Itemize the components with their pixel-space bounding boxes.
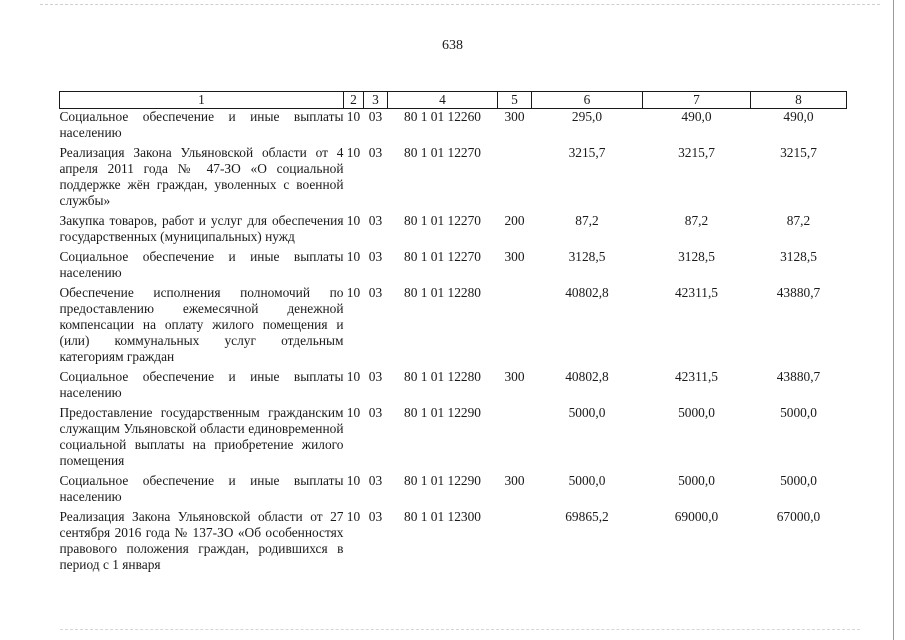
scan-right-edge xyxy=(893,0,894,640)
row-amount-6: 3215,7 xyxy=(568,145,606,160)
row-target-code: 80 1 01 12300 xyxy=(404,509,481,524)
table-row xyxy=(60,369,847,405)
col-header-7: 7 xyxy=(643,92,751,109)
row-name: Предоставление государственным гражданским служащим Ульяновской области единовременной социальной выплаты на приобретение жилого помещения xyxy=(59,405,344,468)
row-amount-8: 3128,5 xyxy=(780,249,817,264)
row-amount-6: 40802,8 xyxy=(565,369,609,384)
col-header-2: 2 xyxy=(344,92,364,109)
row-subsection: 03 xyxy=(368,249,383,264)
row-expense-type xyxy=(498,405,532,473)
budget-table xyxy=(59,91,847,577)
col-header-6: 6 xyxy=(532,92,643,109)
scan-bottom-edge xyxy=(60,629,860,631)
row-amount-7: 3215,7 xyxy=(678,145,715,160)
row-expense-type: 300 xyxy=(504,473,525,488)
row-subsection: 03 xyxy=(368,509,383,524)
row-section: 10 xyxy=(346,473,361,488)
row-subsection: 03 xyxy=(368,285,383,300)
row-amount-8: 5000,0 xyxy=(780,473,817,488)
row-section: 10 xyxy=(346,109,361,124)
row-name: Закупка товаров, работ и услуг для обеспечения государственных (муниципальных) нужд xyxy=(59,213,344,244)
table-row xyxy=(60,509,847,577)
row-subsection: 03 xyxy=(368,369,383,384)
row-amount-6: 5000,0 xyxy=(568,473,606,488)
row-name: Социальное обеспечение и иные выплаты населению xyxy=(59,369,344,400)
row-target-code: 80 1 01 12290 xyxy=(404,405,481,420)
row-amount-6: 87,2 xyxy=(575,213,599,228)
row-expense-type: 300 xyxy=(504,249,525,264)
row-subsection: 03 xyxy=(368,405,383,420)
row-target-code: 80 1 01 12270 xyxy=(404,145,481,160)
row-amount-7: 5000,0 xyxy=(678,405,715,420)
col-header-5: 5 xyxy=(498,92,532,109)
row-amount-8: 67000,0 xyxy=(776,509,821,524)
row-name: Реализация Закона Ульяновской области от 27 сентября 2016 года № 137-ЗО «Об особенностях правового положения граждан, родившихся в период с 1 января xyxy=(59,509,344,572)
row-section: 10 xyxy=(346,285,361,300)
table-row xyxy=(60,285,847,369)
row-amount-6: 40802,8 xyxy=(565,285,609,300)
row-amount-7: 490,0 xyxy=(681,109,712,124)
col-header-4: 4 xyxy=(388,92,498,109)
row-name: Социальное обеспечение и иные выплаты населению xyxy=(59,109,344,140)
row-section: 10 xyxy=(346,509,361,524)
page-number: 638 xyxy=(442,38,463,53)
row-name: Обеспечение исполнения полномочий по предоставлению ежемесячной денежной компенсации на оплату жилого помещения и (или) коммунальных услуг отдельным категориям граждан xyxy=(59,285,344,364)
row-subsection: 03 xyxy=(368,145,383,160)
row-expense-type xyxy=(498,145,532,213)
table-row xyxy=(60,145,847,213)
row-name: Реализация Закона Ульяновской области от 4 апреля 2011 года № 47-ЗО «О социальной поддержке жён граждан, уволенных с военной службы» xyxy=(59,145,344,208)
row-amount-8: 43880,7 xyxy=(776,369,821,384)
row-amount-6: 69865,2 xyxy=(565,509,609,524)
row-subsection: 03 xyxy=(368,213,383,228)
row-section: 10 xyxy=(346,145,361,160)
col-header-3: 3 xyxy=(364,92,388,109)
row-target-code: 80 1 01 12280 xyxy=(404,369,481,384)
row-amount-7: 42311,5 xyxy=(674,285,719,300)
row-amount-6: 5000,0 xyxy=(568,405,606,420)
row-section: 10 xyxy=(346,369,361,384)
row-expense-type: 300 xyxy=(504,369,525,384)
table-row xyxy=(60,249,847,285)
row-subsection: 03 xyxy=(368,109,383,124)
row-section: 10 xyxy=(346,405,361,420)
row-amount-7: 42311,5 xyxy=(674,369,719,384)
table-row xyxy=(60,405,847,473)
row-subsection: 03 xyxy=(368,473,383,488)
row-amount-7: 69000,0 xyxy=(674,509,719,524)
row-section: 10 xyxy=(346,249,361,264)
row-target-code: 80 1 01 12280 xyxy=(404,285,481,300)
row-target-code: 80 1 01 12270 xyxy=(404,213,481,228)
row-amount-6: 295,0 xyxy=(571,109,603,124)
scan-top-edge xyxy=(40,4,880,6)
header-row xyxy=(60,92,847,109)
row-target-code: 80 1 01 12270 xyxy=(404,249,481,264)
row-expense-type xyxy=(498,285,532,369)
row-amount-7: 87,2 xyxy=(684,213,709,228)
table-row xyxy=(60,213,847,249)
row-expense-type: 200 xyxy=(504,213,525,228)
row-target-code: 80 1 01 12290 xyxy=(404,473,481,488)
row-section: 10 xyxy=(346,213,361,228)
row-name: Социальное обеспечение и иные выплаты населению xyxy=(59,473,344,504)
col-header-8: 8 xyxy=(751,92,847,109)
row-amount-8: 3215,7 xyxy=(780,145,817,160)
row-amount-8: 87,2 xyxy=(786,213,811,228)
row-amount-8: 5000,0 xyxy=(780,405,817,420)
row-expense-type: 300 xyxy=(504,109,525,124)
row-amount-8: 43880,7 xyxy=(776,285,821,300)
row-name: Социальное обеспечение и иные выплаты населению xyxy=(59,249,344,280)
row-amount-7: 5000,0 xyxy=(678,473,715,488)
col-header-1: 1 xyxy=(60,92,344,109)
row-amount-7: 3128,5 xyxy=(678,249,715,264)
row-amount-8: 490,0 xyxy=(783,109,814,124)
row-target-code: 80 1 01 12260 xyxy=(404,109,481,124)
table-row xyxy=(60,473,847,509)
row-expense-type xyxy=(498,509,532,577)
row-amount-6: 3128,5 xyxy=(568,249,606,264)
table-row xyxy=(60,109,847,146)
